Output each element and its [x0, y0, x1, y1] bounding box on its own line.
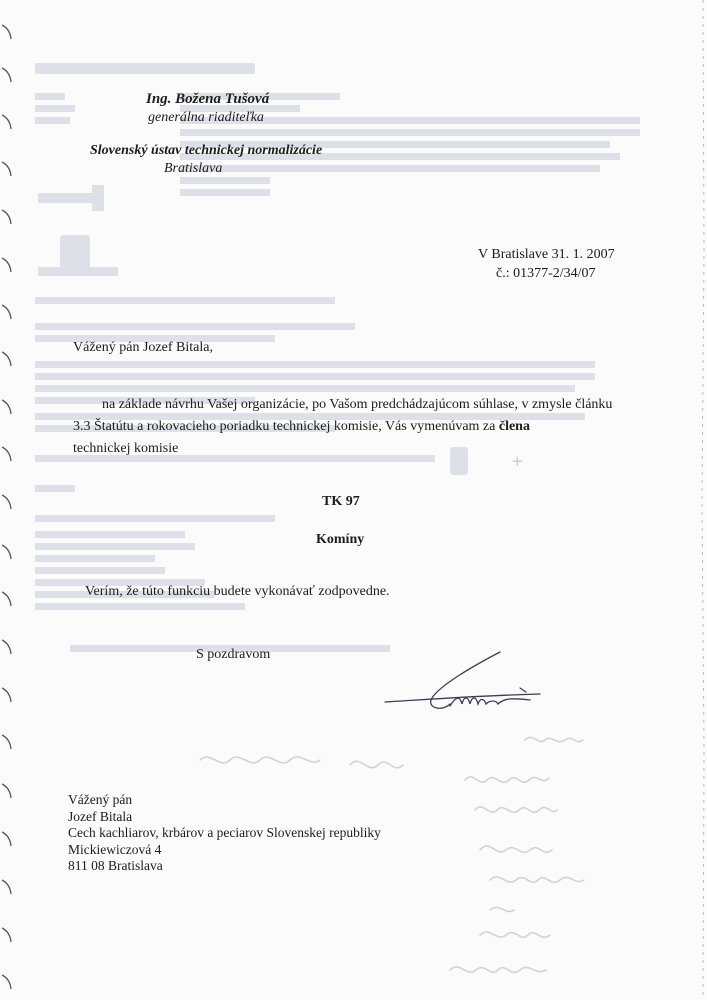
addressee-line-2: Jozef Bitala — [68, 808, 133, 824]
addressee-line-5: 811 08 Bratislava — [68, 858, 163, 873]
committee-name: Komíny — [316, 532, 365, 547]
sender-organization: Slovenský ústav technickej normalizácie — [90, 143, 323, 158]
handwritten-signature — [380, 640, 555, 725]
addressee-line-3: Cech kachliarov, krbárov a peciarov Slovenskej republiky — [68, 825, 381, 840]
page-edge-graphic — [699, 0, 707, 1000]
greeting: S pozdravom — [196, 647, 271, 662]
addressee-line-4: Mickiewiczová 4 — [68, 841, 162, 857]
body-text-part1: na základe návrhu Vašej organizácie, po Vašom predchádzajúcom súhlase, v zmysle článku 3.3 Štatútu a rokovacieho poriadku technickej komisie, Vás vymenúvam za — [73, 397, 613, 434]
addressee-line-1: Vážený pán — [68, 792, 133, 807]
svg-text:+: + — [512, 451, 523, 472]
binding-holes-graphic — [0, 0, 14, 1000]
committee-code: TK 97 — [322, 494, 360, 509]
reference-number: č.: 01377-2/34/07 — [496, 266, 596, 281]
faint-handwritten-notes-graphic — [190, 720, 690, 990]
letter-date: V Bratislave 31. 1. 2007 — [478, 247, 615, 262]
body-text-bold: člena — [498, 419, 530, 434]
salutation: Vážený pán Jozef Bitala, — [73, 340, 213, 355]
closing-sentence: Verím, že túto funkciu budete vykonávať zodpovedne. — [85, 584, 390, 599]
sender-role: generálna riaditeľka — [148, 110, 264, 125]
letter-body — [73, 394, 613, 460]
sender-name: Ing. Božena Tušová — [146, 91, 270, 107]
sender-city: Bratislava — [164, 161, 223, 176]
body-text-part2: technickej komisie — [73, 441, 179, 456]
